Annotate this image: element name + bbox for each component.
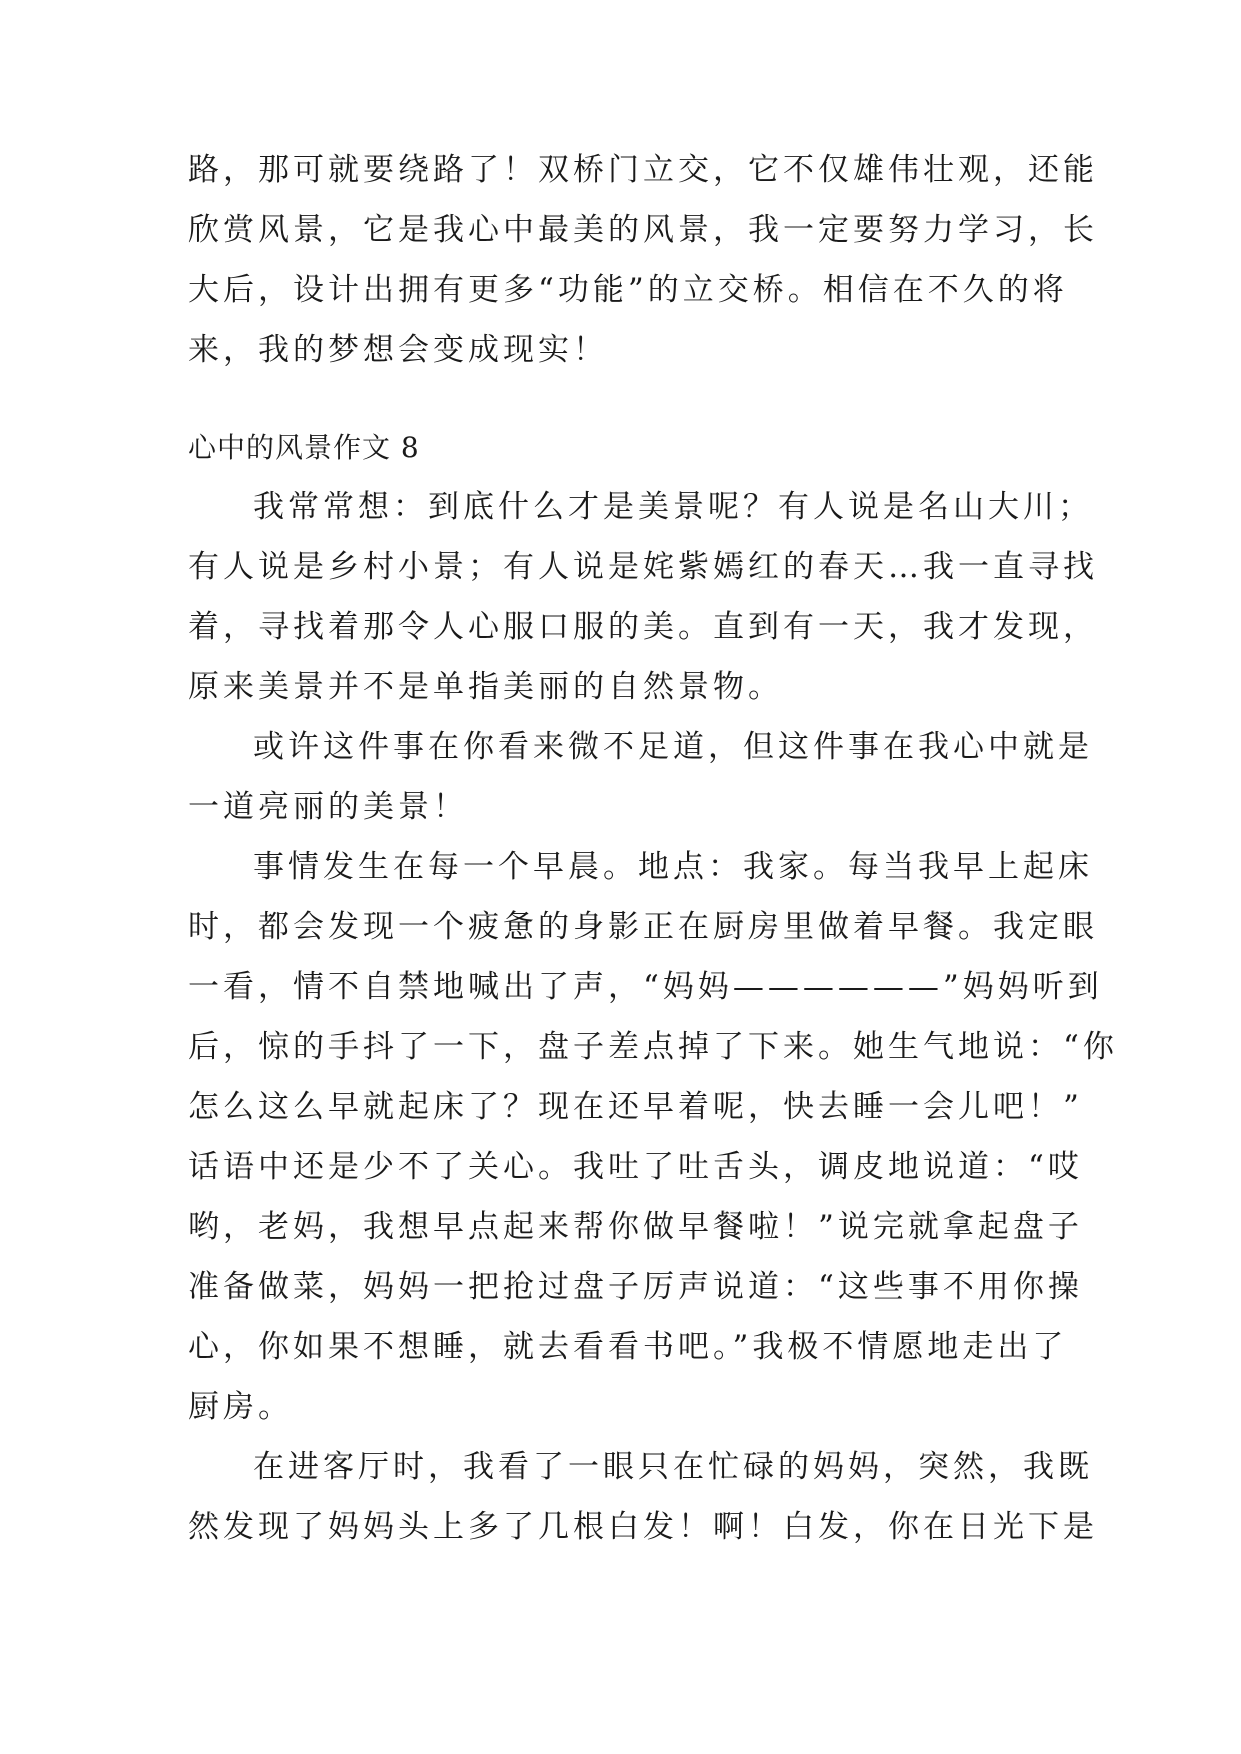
section-heading: 心中的风景作文 8 [188,431,420,464]
text-line: 一道亮丽的美景！ [188,789,468,825]
text-line: 我常常想：到底什么才是美景呢？有人说是名山大川； [253,489,1093,525]
text-line: 有人说是乡村小景；有人说是姹紫嫣红的春天…我一直寻找 [188,549,1098,585]
text-line: 准备做菜，妈妈一把抢过盘子厉声说道：“这些事不用你操 [188,1269,1083,1305]
text-line: 话语中还是少不了关心。我吐了吐舌头，调皮地说道：“哎 [188,1149,1083,1185]
text-line: 欣赏风景，它是我心中最美的风景，我一定要努力学习，长 [188,212,1098,248]
text-line: 后，惊的手抖了一下，盘子差点掉了下来。她生气地说：“你 [188,1029,1118,1065]
text-line: 着，寻找着那令人心服口服的美。直到有一天，我才发现， [188,609,1098,645]
text-line: 哟，老妈，我想早点起来帮你做早餐啦！”说完就拿起盘子 [188,1209,1083,1245]
text-line: 事情发生在每一个早晨。地点：我家。每当我早上起床 [253,849,1093,885]
text-line: 怎么这么早就起床了？现在还早着呢，快去睡一会儿吧！” [188,1089,1083,1125]
text-line: 在进客厅时，我看了一眼只在忙碌的妈妈，突然，我既 [253,1449,1093,1485]
text-line: 原来美景并不是单指美丽的自然景物。 [188,669,783,705]
text-line: 来，我的梦想会变成现实！ [188,332,608,368]
text-line: 厨房。 [188,1389,293,1425]
text-line: 大后，设计出拥有更多“功能”的立交桥。相信在不久的将 [188,272,1068,308]
text-line: 或许这件事在你看来微不足道，但这件事在我心中就是 [253,729,1093,765]
text-line: 路，那可就要绕路了！双桥门立交，它不仅雄伟壮观，还能 [188,152,1098,188]
text-line: 时，都会发现一个疲惫的身影正在厨房里做着早餐。我定眼 [188,909,1098,945]
text-line: 心，你如果不想睡，就去看看书吧。”我极不情愿地走出了 [188,1329,1068,1365]
text-line: 然发现了妈妈头上多了几根白发！啊！白发，你在日光下是 [188,1509,1098,1545]
text-line: 一看，情不自禁地喊出了声，“妈妈——————”妈妈听到 [188,969,1103,1005]
